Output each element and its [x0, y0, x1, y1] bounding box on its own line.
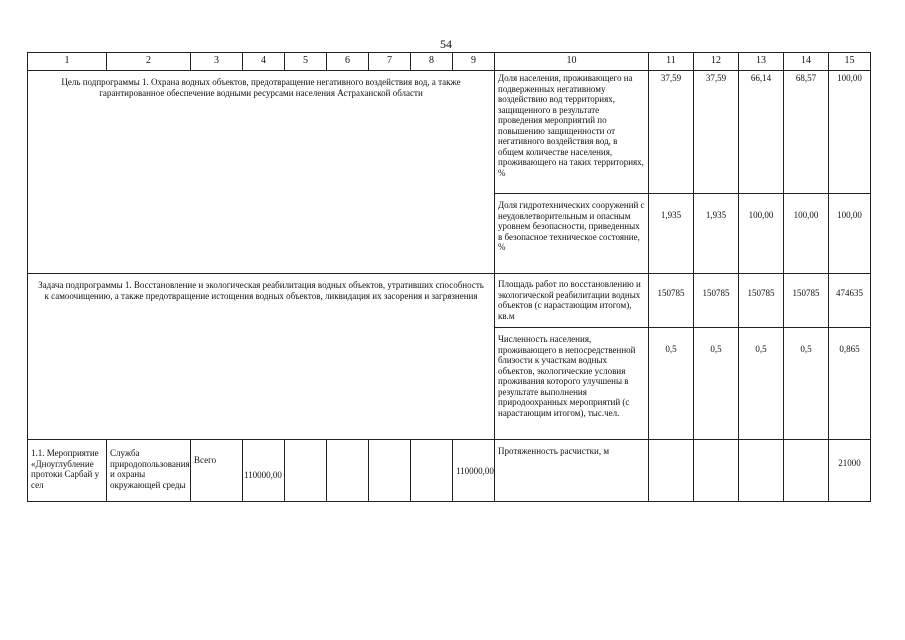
col-header-2: 2 [107, 53, 191, 71]
goal-text: Цель подпрограммы 1. Охрана водных объектов, предотвращение негативного воздействия вод, а также гарантированное обеспечение водными ресурсами населения Астраханской области [28, 71, 495, 274]
col-header-4: 4 [243, 53, 285, 71]
col-header-5: 5 [285, 53, 327, 71]
program-table [27, 52, 871, 502]
goal-indicator-2-name: Доля гидротехнических сооружений с неудовлетворительным и опасным уровнем безопасности, приведенных в безопасное техническое состояние, % [495, 194, 649, 274]
activity-col8 [411, 440, 453, 502]
activity-indicator: Протяженность расчистки, м [495, 440, 649, 502]
goal-indicator-2-value-14: 100,00 [784, 194, 829, 274]
goal-indicator-1-name: Доля населения, проживающего на подверженных негативному воздействию вод территориях, защищенного в результате проведения мероприятий по повышению защищенности от негативного воздействия вод, в общем количестве населения, проживающего на таких территориях, % [495, 71, 649, 194]
task-indicator-1-value-13: 150785 [739, 274, 784, 328]
col-header-14: 14 [784, 53, 829, 71]
activity-value-11 [649, 440, 694, 502]
task-indicator-1-name: Площадь работ по восстановлению и экологической реабилитации водных объектов (с нарастающим итогом), кв.м [495, 274, 649, 328]
activity-row [28, 440, 871, 502]
activity-value-14 [784, 440, 829, 502]
task-indicator-2-value-12: 0,5 [694, 328, 739, 440]
task-text: Задача подпрограммы 1. Восстановление и экологическая реабилитация водных объектов, утративших способность к самоочищению, а также предотвращение истощения водных объектов, ликвидация их засорения и загрязнения [28, 274, 495, 440]
col-header-10: 10 [495, 53, 649, 71]
activity-col5 [285, 440, 327, 502]
task-indicator-2-value-14: 0,5 [784, 328, 829, 440]
goal-indicator-2-value-13: 100,00 [739, 194, 784, 274]
col-header-11: 11 [649, 53, 694, 71]
activity-col9-value: 110000,00 [453, 440, 495, 502]
page-number: 54 [440, 37, 452, 51]
activity-executor: Служба природопользования и охраны окружающей среды [107, 440, 191, 502]
goal-indicator-1-value-11: 37,59 [649, 71, 694, 194]
task-indicator-1-value-14: 150785 [784, 274, 829, 328]
activity-value-12 [694, 440, 739, 502]
goal-indicator-1-value-14: 68,57 [784, 71, 829, 194]
goal-row-1 [28, 71, 871, 194]
col-header-3: 3 [191, 53, 243, 71]
task-indicator-2-name: Численность населения, проживающего в непосредственной близости к участкам водных объектов, экологические условия проживания которого улучшены в результате выполнения природоохранных мероприятий (с нарастающим итогом), тыс.чел. [495, 328, 649, 440]
goal-indicator-1-value-12: 37,59 [694, 71, 739, 194]
col-header-12: 12 [694, 53, 739, 71]
activity-col4-value: 110000,00 [243, 440, 285, 502]
goal-indicator-1-value-15: 100,00 [829, 71, 871, 194]
task-indicator-1-value-12: 150785 [694, 274, 739, 328]
col-header-1: 1 [28, 53, 107, 71]
header-row [28, 53, 871, 71]
task-indicator-2-value-11: 0,5 [649, 328, 694, 440]
col-header-7: 7 [369, 53, 411, 71]
activity-name: 1.1. Мероприятие «Дноуглубление протоки Сарбай у сел [28, 440, 107, 502]
activity-col6 [327, 440, 369, 502]
goal-indicator-2-value-11: 1,935 [649, 194, 694, 274]
col-header-15: 15 [829, 53, 871, 71]
task-indicator-1-value-15: 474635 [829, 274, 871, 328]
goal-indicator-2-value-12: 1,935 [694, 194, 739, 274]
col-header-9: 9 [453, 53, 495, 71]
goal-indicator-1-value-13: 66,14 [739, 71, 784, 194]
activity-value-15: 21000 [829, 440, 871, 502]
task-indicator-2-value-15: 0,865 [829, 328, 871, 440]
col-header-6: 6 [327, 53, 369, 71]
activity-source: Всего [191, 440, 243, 502]
task-indicator-2-value-13: 0,5 [739, 328, 784, 440]
activity-value-13 [739, 440, 784, 502]
task-indicator-1-value-11: 150785 [649, 274, 694, 328]
task-row-1 [28, 274, 871, 328]
activity-col7 [369, 440, 411, 502]
col-header-13: 13 [739, 53, 784, 71]
col-header-8: 8 [411, 53, 453, 71]
goal-indicator-2-value-15: 100,00 [829, 194, 871, 274]
